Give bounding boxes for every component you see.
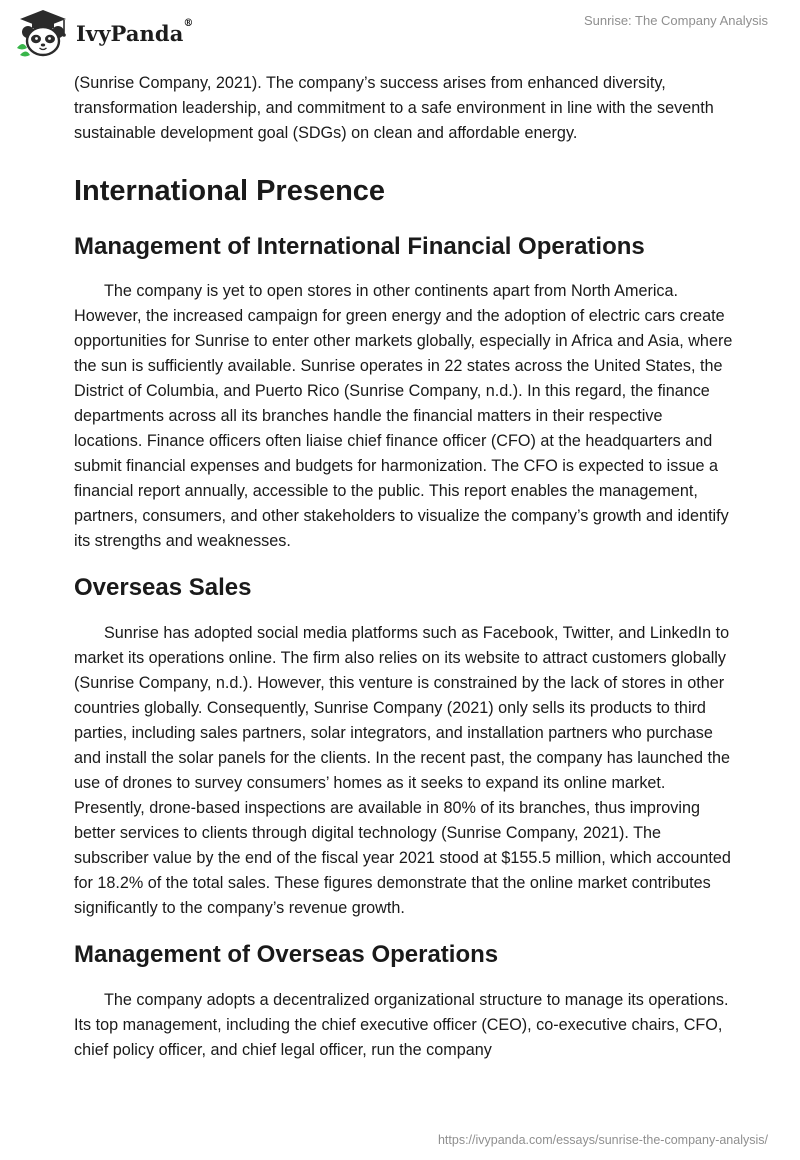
registered-mark: ® xyxy=(183,17,194,29)
subsection-heading-overseas-sales: Overseas Sales xyxy=(74,574,252,601)
subsection-heading-international-financial-operations: Management of International Financial Operations xyxy=(74,233,645,260)
paragraph-overseas-sales: Sunrise has adopted social media platforms such as Facebook, Twitter, and LinkedIn to market its operations online. The firm also relies on its website to attract customers globally (Sunrise Company, n.d.). However, this venture is constrained by the lack of stores in other countries globally. Consequently, Sunrise Company (2021) only sells its products to third parties, including sales partners, solar integrators, and installation partners who purchase and install the solar panels for the clients. In the recent past, the company has launched the use of drones to survey consumers’ homes as it seeks to expand its online market. Presently, drone-based inspections are available in 80% of its branches, thus improving better services to clients through digital technology (Sunrise Company, 2021). The subscriber value by the end of the fiscal year 2021 stood at $155.5 million, which accounted for 18.2% of the total sales. These figures demonstrate that the online market contributes significantly to the company’s revenue growth. xyxy=(74,624,731,917)
source-url[interactable]: https://ivypanda.com/essays/sunrise-the-company-analysis/ xyxy=(437,1133,768,1147)
section-heading-international-presence: International Presence xyxy=(74,175,386,207)
logo-text: IvyPanda xyxy=(76,20,184,46)
panda-graduate-icon xyxy=(14,8,72,58)
paragraph-overseas-operations: The company adopts a decentralized organizational structure to manage its operations. Its top management, including the chief executive officer (CEO), co-executive chairs, CFO, chief policy officer, and chief legal officer, run the company xyxy=(74,991,729,1059)
page-header xyxy=(0,0,800,70)
document-title: Sunrise: The Company Analysis xyxy=(583,13,768,28)
essay-content xyxy=(74,71,734,1063)
ivypanda-logo[interactable] xyxy=(14,8,194,58)
subsection-heading-overseas-operations: Management of Overseas Operations xyxy=(74,941,499,968)
logo-wordmark xyxy=(76,17,194,46)
intro-continuation-paragraph: (Sunrise Company, 2021). The company’s success arises from enhanced diversity, transformation leadership, and commitment to a safe environment in line with the seventh sustainable development goal (SDGs) on clean and affordable energy. xyxy=(74,74,714,142)
paragraph-international-financial-operations: The company is yet to open stores in other continents apart from North America. However, the increased campaign for green energy and the adoption of electric cars create opportunities for Sunrise to enter other markets globally, especially in Africa and Asia, where the sun is sufficiently available. Sunrise operates in 22 states across the United States, the District of Columbia, and Puerto Rico (Sunrise Company, n.d.). In this regard, the finance departments across all its branches handle the financial matters in their respective locations. Finance officers often liaise chief finance officer (CFO) at the headquarters and submit financial expenses and budgets for harmonization. The CFO is expected to issue a financial report annually, accessible to the public. This report enables the management, partners, consumers, and other stakeholders to visualize the company’s growth and identify its strengths and weaknesses. xyxy=(74,282,733,550)
